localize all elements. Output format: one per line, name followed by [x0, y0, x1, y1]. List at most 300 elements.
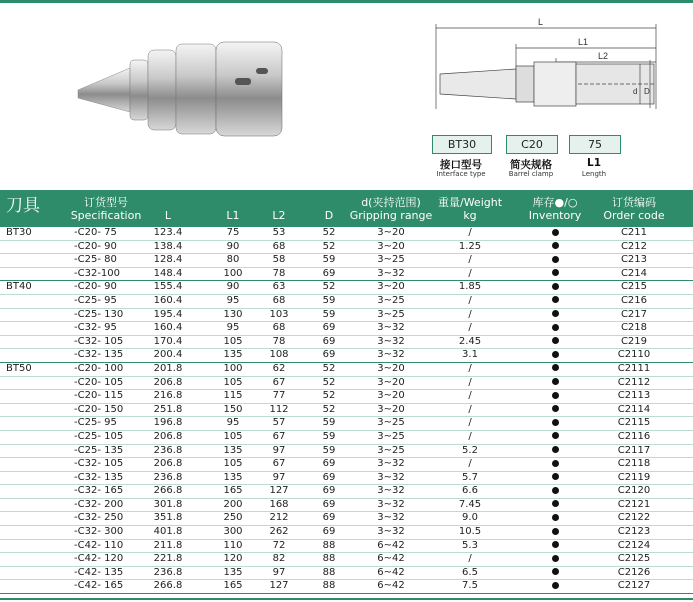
in-stock-dot-icon	[552, 405, 559, 412]
length-code-box: 75	[569, 135, 621, 154]
inventory-cell	[540, 580, 570, 593]
code-cell: C217	[620, 308, 648, 320]
d-cell: 69	[322, 512, 336, 524]
weight-cell: /	[468, 227, 472, 238]
l-cell: 200.4	[153, 349, 183, 361]
l1-cell: 95	[226, 294, 240, 306]
code-cell: C2115	[617, 417, 651, 429]
inventory-cell	[540, 472, 570, 485]
l-cell: 206.8	[153, 430, 183, 442]
code-cell: C2117	[617, 444, 651, 456]
grip-cell: 3~25	[377, 254, 405, 266]
weight-cell: /	[468, 430, 472, 442]
inventory-cell	[540, 540, 570, 553]
d-cell: 69	[322, 485, 336, 497]
l1-cell: 115	[223, 390, 243, 402]
inventory-cell	[540, 431, 570, 444]
header-d: D	[324, 209, 334, 222]
l-cell: 195.4	[153, 308, 183, 320]
code-cell: C2119	[617, 471, 651, 483]
interface-sub: Interface type	[436, 170, 486, 178]
l1-cell: 80	[226, 254, 240, 266]
grip-cell: 3~32	[377, 335, 405, 347]
inventory-cell	[540, 390, 570, 403]
weight-cell: 5.7	[462, 471, 478, 483]
weight-cell: /	[468, 294, 472, 306]
header-l: L	[164, 209, 172, 222]
l2-cell: 68	[272, 294, 286, 306]
table-row	[0, 322, 693, 336]
l2-cell: 97	[272, 444, 286, 456]
l-cell: 160.4	[153, 322, 183, 334]
spec-cell: -C25- 135	[74, 444, 124, 456]
l2-cell: 68	[272, 240, 286, 252]
spec-cell: -C20- 75	[74, 227, 117, 238]
code-cell: C2116	[617, 430, 651, 442]
l2-cell: 77	[272, 390, 286, 402]
d-cell: 69	[322, 335, 336, 347]
in-stock-dot-icon	[552, 269, 559, 276]
l-cell: 201.8	[153, 362, 183, 374]
d-cell: 59	[322, 430, 336, 442]
code-cell: C2127	[617, 580, 651, 592]
d-cell: 59	[322, 417, 336, 429]
inventory-cell	[540, 417, 570, 430]
d-cell: 88	[322, 566, 336, 578]
in-stock-dot-icon	[552, 432, 559, 439]
header-grip-en: Gripping range	[349, 209, 433, 222]
spec-cell: -C20- 105	[74, 376, 124, 388]
toolholder-image	[70, 20, 390, 140]
code-cell: C2111	[617, 362, 651, 374]
header-spec-en: Specification	[70, 209, 142, 222]
l1-cell: 135	[223, 566, 243, 578]
dim-L: L	[538, 17, 544, 27]
inventory-cell	[540, 363, 570, 376]
d-cell: 52	[322, 281, 336, 293]
weight-cell: /	[468, 362, 472, 374]
in-stock-dot-icon	[552, 392, 559, 399]
grip-cell: 3~25	[377, 294, 405, 306]
l-cell: 351.8	[153, 512, 183, 524]
table-row	[0, 309, 693, 323]
inventory-cell	[540, 322, 570, 335]
l-cell: 266.8	[153, 580, 183, 592]
in-stock-dot-icon	[552, 487, 559, 494]
dim-D: D	[644, 87, 650, 96]
l2-cell: 53	[272, 227, 286, 238]
d-cell: 52	[322, 390, 336, 402]
grip-cell: 3~32	[377, 349, 405, 361]
l2-cell: 72	[272, 539, 286, 551]
weight-cell: 10.5	[458, 526, 482, 538]
inventory-cell	[540, 445, 570, 458]
l-cell: 170.4	[153, 335, 183, 347]
grip-cell: 3~25	[377, 430, 405, 442]
code-cell: C2121	[617, 498, 651, 510]
inventory-cell	[540, 499, 570, 512]
l1-cell: 135	[223, 349, 243, 361]
bottom-rule	[0, 598, 693, 600]
weight-cell: /	[468, 267, 472, 279]
code-cell: C2120	[617, 485, 651, 497]
grip-cell: 3~32	[377, 458, 405, 470]
l-cell: 148.4	[153, 267, 183, 279]
grip-cell: 3~32	[377, 485, 405, 497]
l1-cell: 105	[223, 458, 243, 470]
l1-cell: 90	[226, 240, 240, 252]
inventory-cell	[540, 485, 570, 498]
l2-cell: 127	[269, 580, 289, 592]
table-row	[0, 553, 693, 567]
inventory-cell	[540, 377, 570, 390]
d-cell: 52	[322, 362, 336, 374]
in-stock-dot-icon	[552, 555, 559, 562]
table-row	[0, 431, 693, 445]
top-rule	[0, 0, 693, 3]
length-sub: Length	[581, 170, 607, 178]
l-cell: 160.4	[153, 294, 183, 306]
grip-cell: 3~20	[377, 403, 405, 415]
code-cell: C2123	[617, 526, 651, 538]
weight-cell: 2.45	[458, 335, 482, 347]
inventory-cell	[540, 404, 570, 417]
in-stock-dot-icon	[552, 528, 559, 535]
l2-cell: 108	[269, 349, 289, 361]
l1-cell: 100	[223, 362, 243, 374]
grip-cell: 3~20	[377, 227, 405, 238]
spec-cell: -C32- 165	[74, 485, 124, 497]
in-stock-dot-icon	[552, 256, 559, 263]
grip-cell: 6~42	[377, 539, 405, 551]
spec-cell: -C42- 120	[74, 553, 124, 565]
l2-cell: 63	[272, 281, 286, 293]
l1-cell: 95	[226, 322, 240, 334]
code-cell: C2122	[617, 512, 651, 524]
grip-cell: 6~42	[377, 580, 405, 592]
code-cell: C2110	[617, 349, 651, 361]
header-code-cn: 订货编码	[612, 196, 656, 209]
header-inv-cn: 库存●/○	[532, 196, 578, 209]
inventory-cell	[540, 526, 570, 539]
spec-cell: -C20- 150	[74, 403, 124, 415]
weight-cell: /	[468, 417, 472, 429]
inventory-cell	[540, 281, 570, 294]
table-row	[0, 580, 693, 594]
grip-cell: 3~20	[377, 281, 405, 293]
weight-cell: /	[468, 308, 472, 320]
weight-cell: /	[468, 458, 472, 470]
spec-cell: -C20- 90	[74, 240, 117, 252]
dim-d: d	[633, 87, 638, 96]
in-stock-dot-icon	[552, 419, 559, 426]
l1-cell: 105	[223, 376, 243, 388]
table-body	[0, 227, 693, 594]
code-cell: C214	[620, 267, 648, 279]
l2-cell: 68	[272, 322, 286, 334]
l-cell: 216.8	[153, 390, 183, 402]
d-cell: 69	[322, 526, 336, 538]
grip-cell: 3~32	[377, 526, 405, 538]
spec-cell: -C25- 95	[74, 417, 117, 429]
in-stock-dot-icon	[552, 296, 559, 303]
series-cell: BT40	[6, 281, 32, 293]
l2-cell: 103	[269, 308, 289, 320]
weight-cell: 3.1	[462, 349, 478, 361]
header-weight-en: kg	[463, 209, 477, 222]
code-cell: C2113	[617, 390, 651, 402]
table-row	[0, 567, 693, 581]
spec-cell: -C32-100	[74, 267, 121, 279]
d-cell: 88	[322, 553, 336, 565]
l-cell: 236.8	[153, 566, 183, 578]
spec-cell: -C42- 135	[74, 566, 124, 578]
l-cell: 401.8	[153, 526, 183, 538]
table-row	[0, 472, 693, 486]
l1-cell: 200	[223, 498, 243, 510]
d-cell: 52	[322, 227, 336, 238]
weight-cell: /	[468, 553, 472, 565]
l-cell: 251.8	[153, 403, 183, 415]
spec-cell: -C25- 95	[74, 294, 117, 306]
spec-cell: -C32- 135	[74, 349, 124, 361]
in-stock-dot-icon	[552, 568, 559, 575]
spec-cell: -C25- 105	[74, 430, 124, 442]
spec-cell: -C32- 200	[74, 498, 124, 510]
clamp-code-box: C20	[506, 135, 558, 154]
l2-cell: 262	[269, 526, 289, 538]
d-cell: 88	[322, 539, 336, 551]
code-cell: C2118	[617, 458, 651, 470]
table-row	[0, 281, 693, 295]
l2-cell: 212	[269, 512, 289, 524]
l1-cell: 95	[226, 417, 240, 429]
interface-code-box: BT30	[432, 135, 492, 154]
code-cell: C2124	[617, 539, 651, 551]
header-l2: L2	[272, 209, 286, 222]
l1-cell: 135	[223, 444, 243, 456]
spec-cell: -C42- 110	[74, 539, 124, 551]
spec-cell: -C32- 135	[74, 471, 124, 483]
grip-cell: 3~20	[377, 362, 405, 374]
d-cell: 88	[322, 580, 336, 592]
table-row	[0, 254, 693, 268]
l1-cell: 165	[223, 580, 243, 592]
grip-cell: 3~32	[377, 512, 405, 524]
in-stock-dot-icon	[552, 242, 559, 249]
l1-cell: 120	[223, 553, 243, 565]
d-cell: 52	[322, 403, 336, 415]
code-cell: C2126	[617, 566, 651, 578]
l2-cell: 168	[269, 498, 289, 510]
weight-cell: 9.0	[462, 512, 478, 524]
table-row	[0, 390, 693, 404]
dimension-drawing	[428, 14, 668, 126]
l1-cell: 250	[223, 512, 243, 524]
l1-cell: 165	[223, 485, 243, 497]
spec-cell: -C32- 300	[74, 526, 124, 538]
code-cell: C218	[620, 322, 648, 334]
l-cell: 138.4	[153, 240, 183, 252]
table-row	[0, 268, 693, 282]
header-grip-cn: d(夹持范围)	[361, 196, 421, 209]
d-cell: 69	[322, 458, 336, 470]
clamp-sub: Barrel clamp	[508, 170, 554, 178]
clamp-label: 简夹规格	[510, 159, 552, 171]
code-cell: C212	[620, 240, 648, 252]
l1-cell: 75	[226, 227, 240, 238]
inventory-cell	[540, 458, 570, 471]
in-stock-dot-icon	[552, 310, 559, 317]
l-cell: 236.8	[153, 471, 183, 483]
code-cell: C213	[620, 254, 648, 266]
series-cell: BT30	[6, 227, 32, 238]
table-row	[0, 336, 693, 350]
grip-cell: 3~25	[377, 444, 405, 456]
inventory-cell	[540, 512, 570, 525]
grip-cell: 6~42	[377, 553, 405, 565]
spec-cell: -C20- 90	[74, 281, 117, 293]
in-stock-dot-icon	[552, 283, 559, 290]
d-cell: 59	[322, 444, 336, 456]
l-cell: 155.4	[153, 281, 183, 293]
grip-cell: 3~32	[377, 322, 405, 334]
l2-cell: 67	[272, 430, 286, 442]
in-stock-dot-icon	[552, 541, 559, 548]
in-stock-dot-icon	[552, 500, 559, 507]
l2-cell: 97	[272, 566, 286, 578]
table-row	[0, 540, 693, 554]
length-label: L1	[587, 157, 601, 169]
weight-cell: 1.85	[458, 281, 482, 293]
inventory-cell	[540, 553, 570, 566]
code-cell: C211	[620, 227, 648, 238]
l1-cell: 100	[223, 267, 243, 279]
d-cell: 69	[322, 322, 336, 334]
spec-cell: -C25- 130	[74, 308, 124, 320]
table-header	[0, 190, 693, 227]
spec-cell: -C42- 165	[74, 580, 124, 592]
grip-cell: 3~25	[377, 417, 405, 429]
table-row	[0, 526, 693, 540]
l-cell: 123.4	[153, 227, 183, 238]
code-cell: C2112	[617, 376, 651, 388]
inventory-cell	[540, 268, 570, 281]
weight-cell: 6.6	[462, 485, 478, 497]
weight-cell: /	[468, 376, 472, 388]
grip-cell: 3~20	[377, 390, 405, 402]
l-cell: 266.8	[153, 485, 183, 497]
header-inv-en: Inventory	[528, 209, 582, 222]
grip-cell: 3~32	[377, 471, 405, 483]
spec-cell: -C32- 250	[74, 512, 124, 524]
grip-cell: 3~32	[377, 498, 405, 510]
spec-cell: -C32- 105	[74, 458, 124, 470]
d-cell: 59	[322, 294, 336, 306]
inventory-cell	[540, 336, 570, 349]
table-row	[0, 349, 693, 363]
l1-cell: 135	[223, 471, 243, 483]
spec-cell: -C20- 100	[74, 362, 124, 374]
l1-cell: 110	[223, 539, 243, 551]
weight-cell: /	[468, 254, 472, 266]
l1-cell: 90	[226, 281, 240, 293]
in-stock-dot-icon	[552, 351, 559, 358]
code-cell: C216	[620, 294, 648, 306]
table-row	[0, 295, 693, 309]
d-cell: 69	[322, 498, 336, 510]
dim-L2: L2	[598, 51, 609, 61]
table-row	[0, 458, 693, 472]
table-row	[0, 227, 693, 241]
l1-cell: 130	[223, 308, 243, 320]
inventory-cell	[540, 227, 570, 240]
l2-cell: 62	[272, 362, 286, 374]
d-cell: 69	[322, 471, 336, 483]
table-row	[0, 499, 693, 513]
header-weight-cn: 重量/Weight	[437, 196, 503, 209]
l-cell: 301.8	[153, 498, 183, 510]
interface-label: 接口型号	[440, 159, 482, 171]
in-stock-dot-icon	[552, 582, 559, 589]
weight-cell: 7.5	[462, 580, 478, 592]
table-row	[0, 363, 693, 377]
in-stock-dot-icon	[552, 337, 559, 344]
grip-cell: 3~20	[377, 240, 405, 252]
l-cell: 236.8	[153, 444, 183, 456]
weight-cell: /	[468, 390, 472, 402]
in-stock-dot-icon	[552, 460, 559, 467]
l1-cell: 300	[223, 526, 243, 538]
grip-cell: 3~20	[377, 376, 405, 388]
series-cell: BT50	[6, 362, 32, 374]
table-row	[0, 485, 693, 499]
header-tool: 刀具	[6, 196, 40, 216]
l2-cell: 78	[272, 335, 286, 347]
l-cell: 196.8	[153, 417, 183, 429]
code-cell: C2125	[617, 553, 651, 565]
l-cell: 221.8	[153, 553, 183, 565]
weight-cell: 1.25	[458, 240, 482, 252]
l2-cell: 97	[272, 471, 286, 483]
weight-cell: 5.2	[462, 444, 478, 456]
weight-cell: 6.5	[462, 566, 478, 578]
in-stock-dot-icon	[552, 364, 559, 371]
inventory-cell	[540, 295, 570, 308]
table-row	[0, 241, 693, 255]
in-stock-dot-icon	[552, 446, 559, 453]
header-spec-cn: 订货型号	[84, 196, 128, 209]
d-cell: 69	[322, 349, 336, 361]
d-cell: 59	[322, 308, 336, 320]
header-l1: L1	[226, 209, 240, 222]
l2-cell: 127	[269, 485, 289, 497]
weight-cell: 7.45	[458, 498, 482, 510]
inventory-cell	[540, 567, 570, 580]
l-cell: 211.8	[153, 539, 183, 551]
d-cell: 59	[322, 254, 336, 266]
grip-cell: 3~25	[377, 308, 405, 320]
grip-cell: 6~42	[377, 566, 405, 578]
header-code-en: Order code	[603, 209, 665, 222]
in-stock-dot-icon	[552, 473, 559, 480]
table-row	[0, 404, 693, 418]
grip-cell: 3~32	[377, 267, 405, 279]
inventory-cell	[540, 349, 570, 362]
table-row	[0, 512, 693, 526]
table-row	[0, 445, 693, 459]
l1-cell: 105	[223, 430, 243, 442]
